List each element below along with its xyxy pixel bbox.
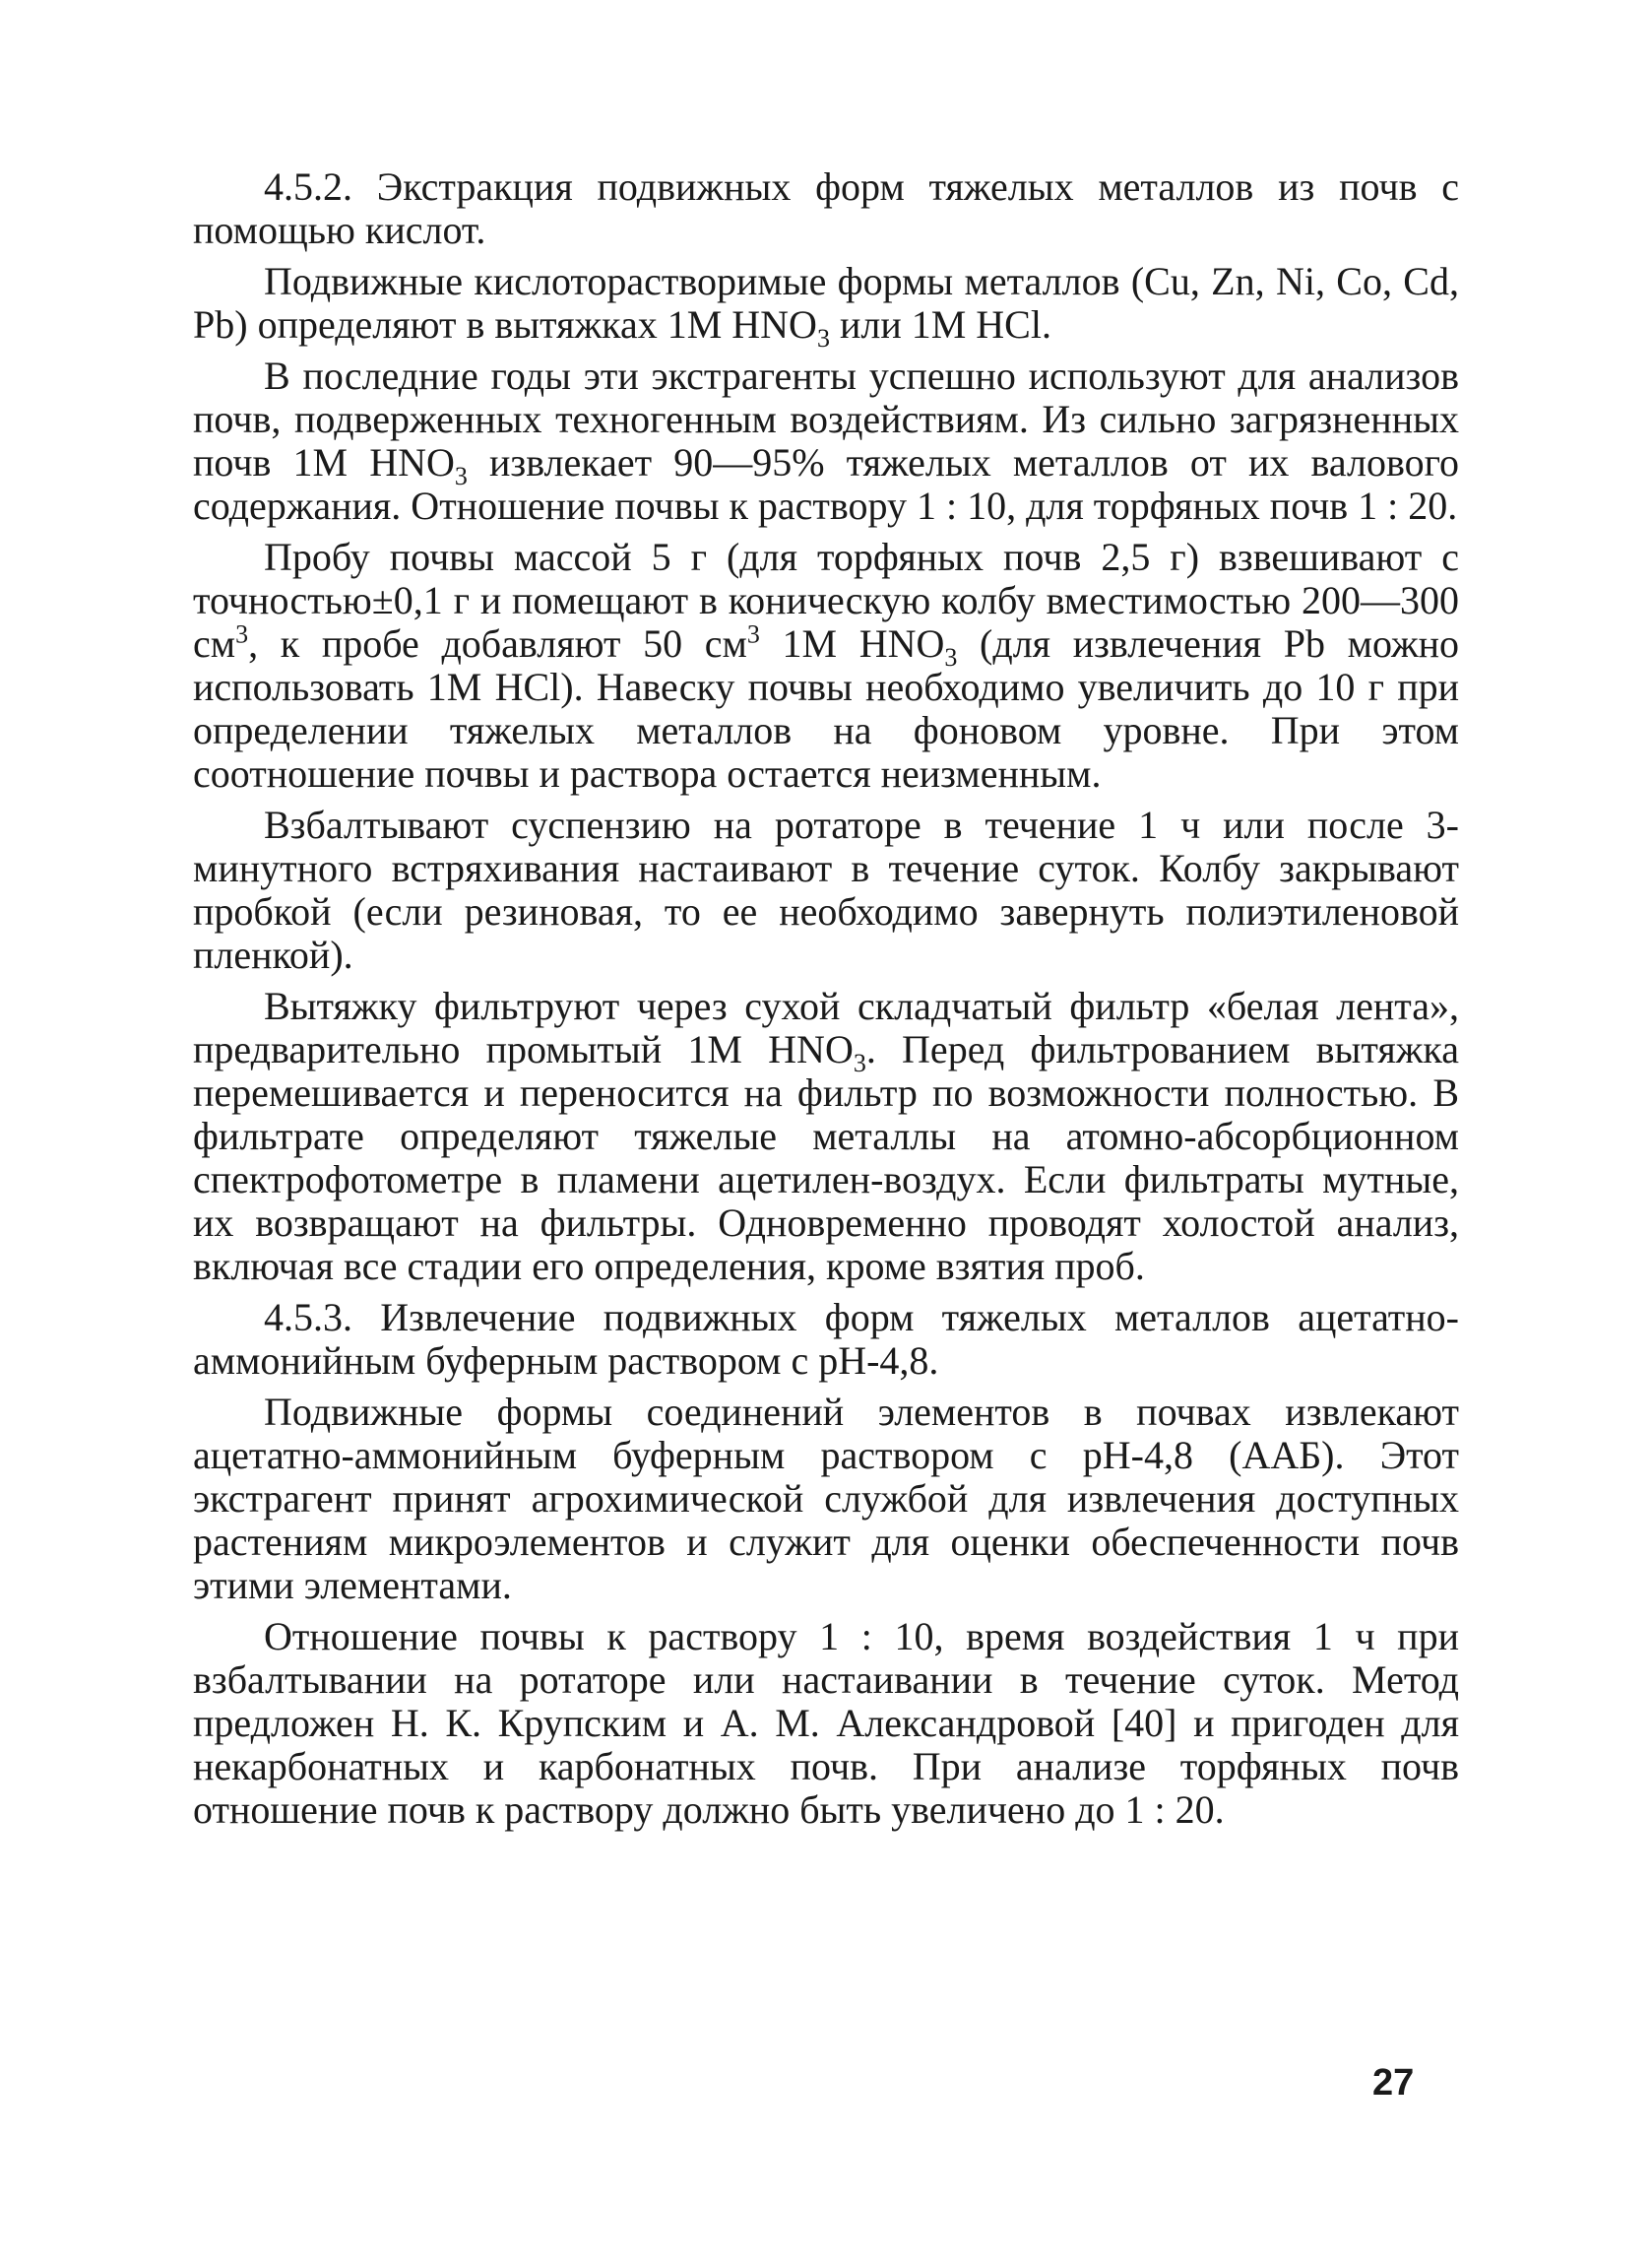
section-4-5-2-heading: 4.5.2. Экстракция подвижных форм тяжелых металлов из почв с помощью кислот. xyxy=(193,164,1459,252)
page-number: 27 xyxy=(1372,2062,1415,2104)
paragraph-soil-ratio: Отношение почвы к раствору 1 : 10, время воздействия 1 ч при взбалтывании на ротаторе или настаивании в течение суток. Метод предложен Н. К. Крупским и А. М. Александровой [40] и пригоден для некарбонатных и карбонатных почв. При анализе торфяных почв отношение почв к раствору должно быть увеличено до 1 : 20. xyxy=(193,1614,1459,1832)
paragraph-filtering: Вытяжку фильтруют через сухой складчатый фильтр «белая лента», предварительно промытый 1М $HNO_3$. Перед фильтрованием вытяжка перемешивается и переносится на фильтр по возможности полностью. В фильтрате определяют тяжелые металлы на атомно-абсорбционном спектрофотометре в пламени ацетилен-воздух. Если фильтраты мутные, их возвращают на фильтры. Одновременно проводят холостой анализ, включая все стадии его определения, кроме взятия проб. xyxy=(193,984,1459,1288)
paragraph-acid-soluble-forms: Подвижные кислоторастворимые формы металлов (Cu, Zn, Ni, Co, Cd, Pb) определяют в вытяжках 1М $HNO_3$ или 1М HCl. xyxy=(193,259,1459,353)
section-4-5-3-heading: 4.5.3. Извлечение подвижных форм тяжелых металлов ацетатно-аммонийным буферным раствором с рН-4,8. xyxy=(193,1295,1459,1383)
paragraph-aab-extractant: Подвижные формы соединений элементов в почвах извлекают ацетатно-аммонийным буферным раствором с рН-4,8 (ААБ). Этот экстрагент принят агрохимической службой для извлечения доступных растениям микроэлементов и служит для оценки обеспеченности почв этими элементами. xyxy=(193,1390,1459,1607)
page-body xyxy=(193,165,1459,1840)
paragraph-shaking: Взбалтывают суспензию на ротаторе в течение 1 ч или после 3-минутного встряхивания настаивают в течение суток. Колбу закрывают пробкой (если резиновая, то ее необходимо завернуть полиэтиленовой пленкой). xyxy=(193,803,1459,977)
paragraph-sample-weighing: Пробу почвы массой 5 г (для торфяных почв 2,5 г) взвешивают с точностью±0,1 г и помещают в коническую колбу вместимостью 200—300 $см^3$, к пробе добавляют 50 $см^3$ 1М $HNO_3$ (для извлечения Pb можно использовать 1М HCl). Навеску почвы необходимо увеличить до 10 г при определении тяжелых металлов на фоновом уровне. При этом соотношение почвы и раствора остается неизменным. xyxy=(193,535,1459,796)
paragraph-extractants-use: В последние годы эти экстрагенты успешно используют для анализов почв, подверженных техногенным воздействиям. Из сильно загрязненных почв 1М $HNO_3$ извлекает 90—95% тяжелых металлов от их валового содержания. Отношение почвы к раствору 1 : 10, для торфяных почв 1 : 20. xyxy=(193,354,1459,528)
